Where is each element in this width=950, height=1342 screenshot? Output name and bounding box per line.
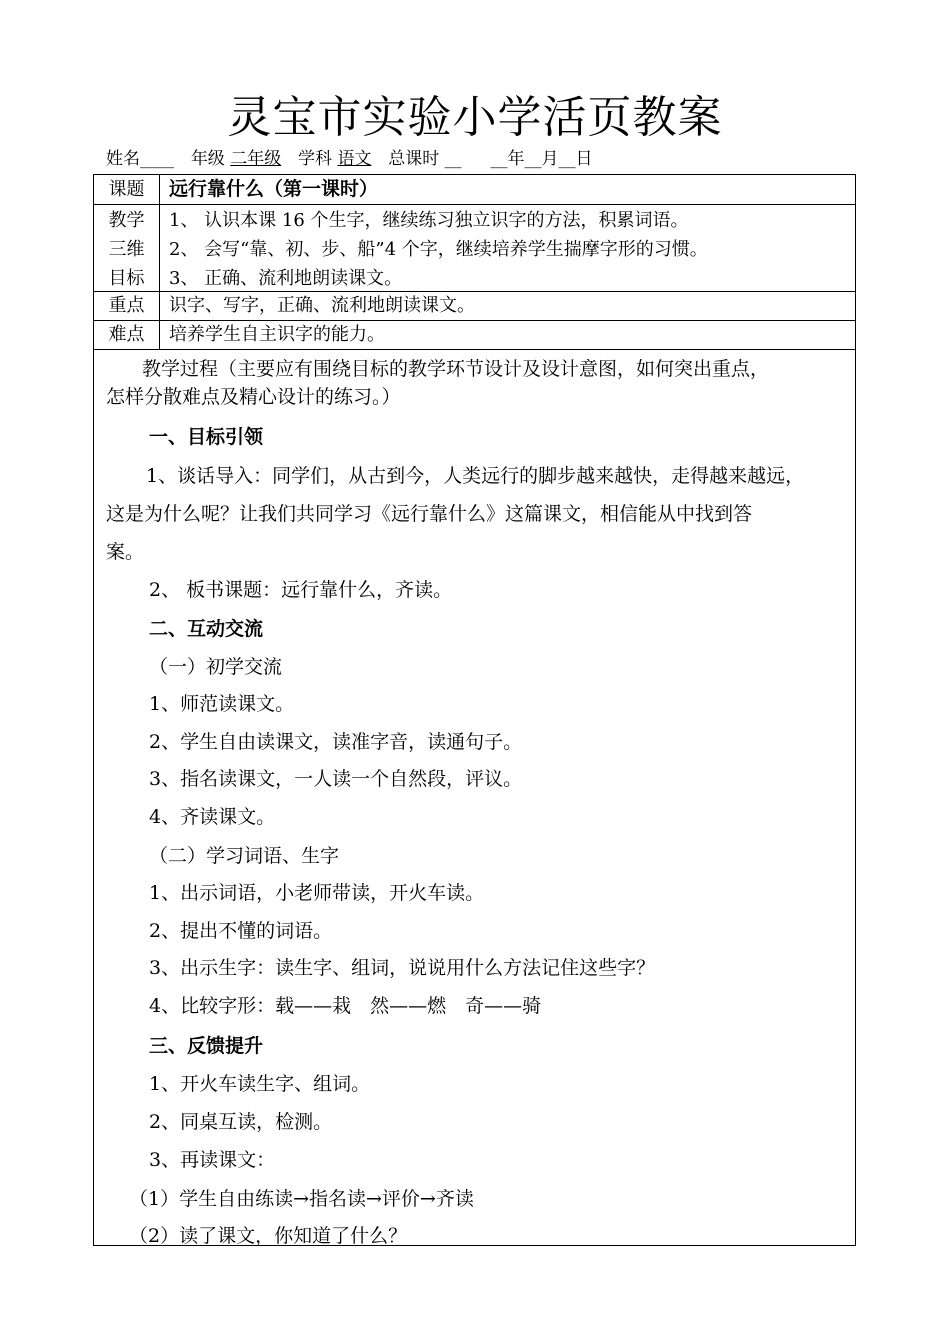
list-item: 2、提出不懂的词语。	[149, 920, 333, 942]
list-item: 3、出示生字：读生字、组词，说说用什么方法记住这些字？	[149, 957, 656, 979]
list-item: 1、出示词语，小老师带读，开火车读。	[149, 882, 485, 904]
topic-label: 课题	[94, 175, 160, 204]
key-points-value: 识字、写字，正确、流利地朗读课文。	[169, 295, 475, 316]
paragraph-line: 这是为什么呢？让我们共同学习《远行靠什么》这篇课文，相信能从中找到答	[106, 503, 753, 525]
name-blank: ____	[140, 149, 174, 169]
hours-blank: __	[444, 149, 462, 169]
difficulty-value: 培养学生自主识字的能力。	[169, 324, 385, 345]
subject-value: 语文	[337, 149, 372, 169]
list-item: 2、同桌互读，检测。	[149, 1111, 333, 1133]
goal-item: 2、 会写“靠、初、步、船”4 个字，继续培养学生揣摩字形的习惯。	[169, 239, 708, 260]
goals-list	[169, 205, 708, 293]
intro-text: 怎样分散难点及精心设计的练习。）	[106, 386, 401, 408]
grade-label: 年级	[190, 149, 225, 169]
list-item: 2、学生自由读课文，读准字音，读通句子。	[149, 731, 523, 753]
goal-item: 3、 正确、流利地朗读课文。	[169, 268, 403, 289]
header-info	[106, 148, 592, 170]
section-heading: 一、目标引领	[149, 426, 264, 448]
subject-label: 学科	[298, 149, 333, 169]
list-item: 4、比较字形：载——栽 然——燃 奇——骑	[149, 995, 542, 1017]
section-heading: 二、互动交流	[149, 618, 264, 640]
goals-label-line: 目标	[108, 268, 145, 289]
list-item: （2）读了课文，你知道了什么？	[129, 1225, 408, 1247]
paragraph-line: 2、 板书课题：远行靠什么，齐读。	[149, 579, 453, 601]
paragraph-line: 1、谈话导入：同学们，从古到今，人类远行的脚步越来越快，走得越来越远，	[146, 465, 805, 487]
goals-label-line: 三维	[108, 239, 145, 260]
sub-heading: （二）学习词语、生字	[149, 845, 340, 867]
goal-item: 1、 认识本课 16 个生字，继续练习独立识字的方法，积累词语。	[169, 210, 689, 231]
key-points-label: 重点	[94, 292, 160, 320]
list-item: 1、师范读课文。	[149, 693, 295, 715]
name-label: 姓名	[106, 149, 140, 169]
paragraph-line: 案。	[106, 541, 145, 563]
lesson-plan-table	[93, 174, 856, 1246]
topic-row	[94, 175, 855, 205]
sub-heading: （一）初学交流	[149, 656, 283, 678]
goals-label-line: 教学	[108, 210, 145, 231]
difficulty-row	[94, 321, 855, 350]
list-item: 4、齐读课文。	[149, 806, 276, 828]
intro-text: 教学过程（主要应有围绕目标的教学环节设计及设计意图，如何突出重点，	[142, 358, 770, 380]
hours-label: 总课时	[388, 149, 440, 169]
page-title: 灵宝市实验小学活页教案	[227, 92, 723, 143]
key-points-row	[94, 292, 855, 321]
goals-label	[94, 205, 160, 291]
topic-value: 远行靠什么（第一课时）	[169, 178, 379, 200]
goals-row	[94, 205, 855, 292]
list-item: 1、开火车读生字、组词。	[149, 1073, 371, 1095]
section-heading: 三、反馈提升	[149, 1035, 264, 1057]
difficulty-label: 难点	[94, 321, 160, 349]
list-item: 3、指名读课文，一人读一个自然段，评议。	[149, 768, 523, 790]
list-item: 3、再读课文：	[149, 1149, 276, 1171]
grade-value: 二年级	[230, 149, 282, 169]
list-item: （1）学生自由练读→指名读→评价→齐读	[129, 1188, 474, 1210]
date-field: __年__月__日	[490, 149, 593, 169]
